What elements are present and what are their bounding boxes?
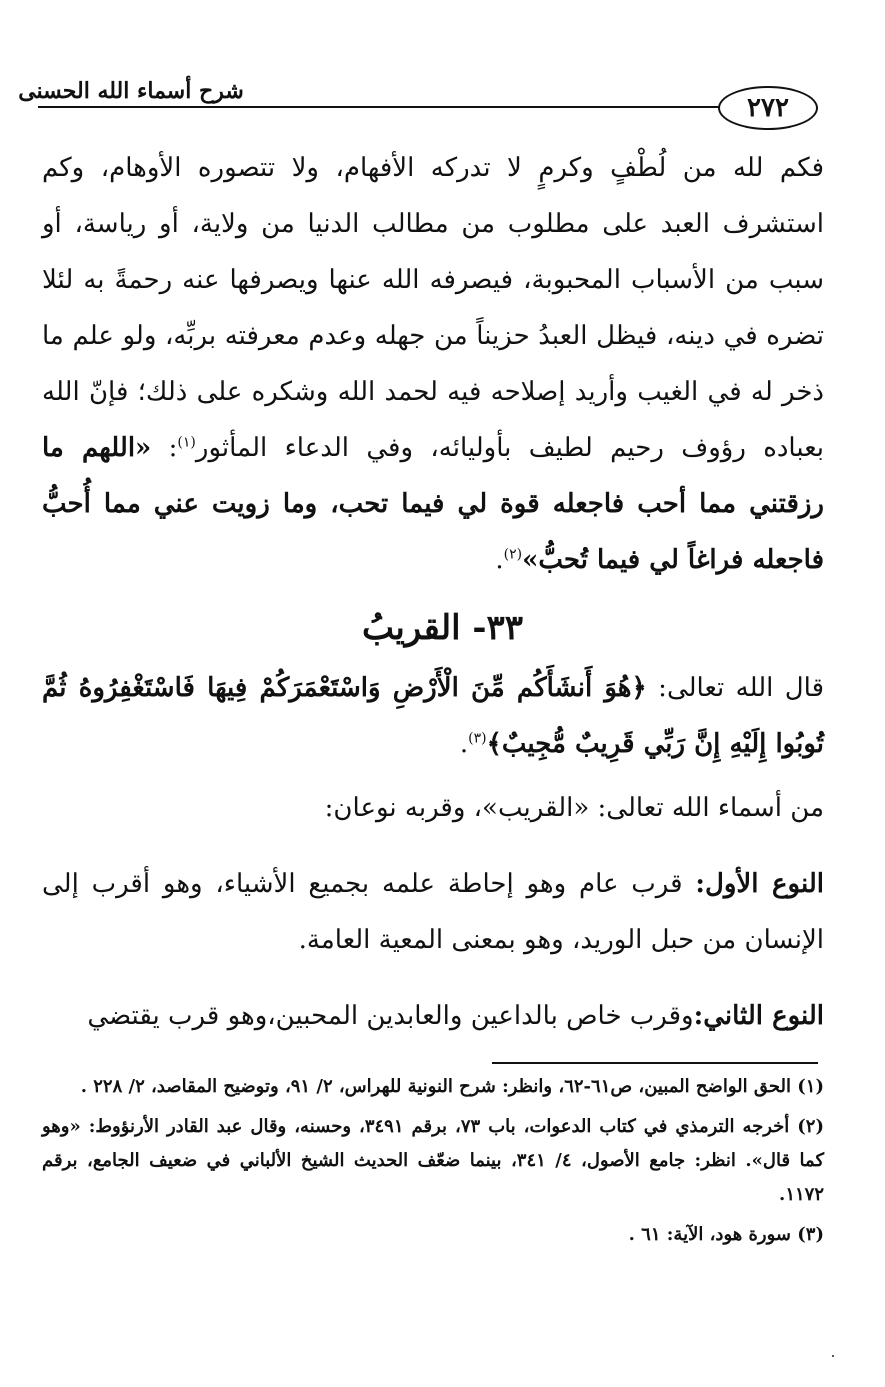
header-rule	[38, 106, 728, 108]
footnote-rule	[492, 1062, 818, 1064]
footnote-3: (٣) سورة هود، الآية: ٦١ .	[628, 1224, 824, 1245]
running-header-title: شرح أسماء الله الحسنى	[18, 78, 244, 104]
page-number: ٢٧٢	[718, 86, 818, 130]
print-speck	[832, 1355, 834, 1357]
footnote-reference: (٢)	[503, 546, 523, 563]
first-type-paragraph	[42, 856, 824, 968]
footnote-reference: (١)	[177, 434, 196, 451]
names-paragraph: من أسماء الله تعالى: «القريب»، وقربه نوعان:	[324, 793, 824, 823]
first-type-label: النوع الأول:	[695, 869, 824, 899]
verse-paragraph	[42, 660, 824, 772]
second-type-label: النوع الثاني:	[693, 1001, 824, 1031]
quoted-supplication: «اللهم ما رزقتني مما أحب فاجعله قوة لي فيما تحب، وما زويت عني مما أُحبُّ فاجعله فراغاً لي فيما تُحبُّ»	[42, 433, 824, 575]
verse-intro: قال الله تعالى:	[646, 673, 825, 703]
separator: :	[151, 433, 178, 463]
section-heading: ٣٣- القريبُ	[361, 608, 524, 648]
second-type-paragraph	[42, 988, 824, 1044]
body-paragraph	[42, 140, 824, 588]
body-text-part: فكم لله من لُطْفٍ وكرمٍ لا تدركه الأفهام، ولا تتصوره الأوهام، وكم استشرف العبد على مطلوب من مطالب الدنيا من ولاية، أو رياسة، أو سبب من الأسباب المحبوبة، فيصرفه الله عنها ويصرفها عنه رحمةً به لئلا تضره في دينه، فيظل العبدُ حزيناً من جهله وعدم معرفته بربِّه، ولو علم ما ذخر له في الغيب وأريد إصلاحه فيه لحمد الله وشكره على ذلك؛ فإنّ الله بعباده رؤوف رحيم لطيف بأوليائه، وفي الدعاء المأثور	[42, 153, 824, 463]
footnotes	[42, 1070, 824, 1258]
sentence-end: .	[495, 545, 504, 575]
quran-verse: ﴿هُوَ أَنشَأَكُم مِّنَ الْأَرْضِ وَاسْتَعْمَرَكُمْ فِيهَا فَاسْتَغْفِرُوهُ ثُمَّ تُوبُوا إِلَيْهِ إِنَّ رَبِّي قَرِيبٌ مُّجِيبٌ﴾	[42, 673, 824, 759]
footnote-reference: (٣)	[468, 730, 487, 747]
sentence-end: .	[459, 729, 469, 759]
first-type-text: قرب عام وهو إحاطة علمه بجميع الأشياء، وهو أقرب إلى الإنسان من حبل الوريد، وهو بمعنى المعية العامة.	[42, 869, 824, 955]
footnote-2: (٢) أخرجه الترمذي في كتاب الدعوات، باب ٧٣، برقم ٣٤٩١، وحسنه، وقال عبد القادر الأرنؤوط: «وهو كما قال». انظر: جامع الأصول، ٤/ ٣٤١، بينما ضعّف الحديث الشيخ الألباني في ضعيف الجامع، برقم ١١٧٢.	[42, 1116, 825, 1205]
footnote-1: (١) الحق الواضح المبين، ص٦١-٦٢، وانظر: شرح النونية للهراس، ٢/ ٩١، وتوضيح المقاصد، ٢/ ٢٢٨ .	[80, 1076, 824, 1097]
second-type-text: وقرب خاص بالداعين والعابدين المحبين،وهو قرب يقتضي	[87, 1001, 694, 1031]
